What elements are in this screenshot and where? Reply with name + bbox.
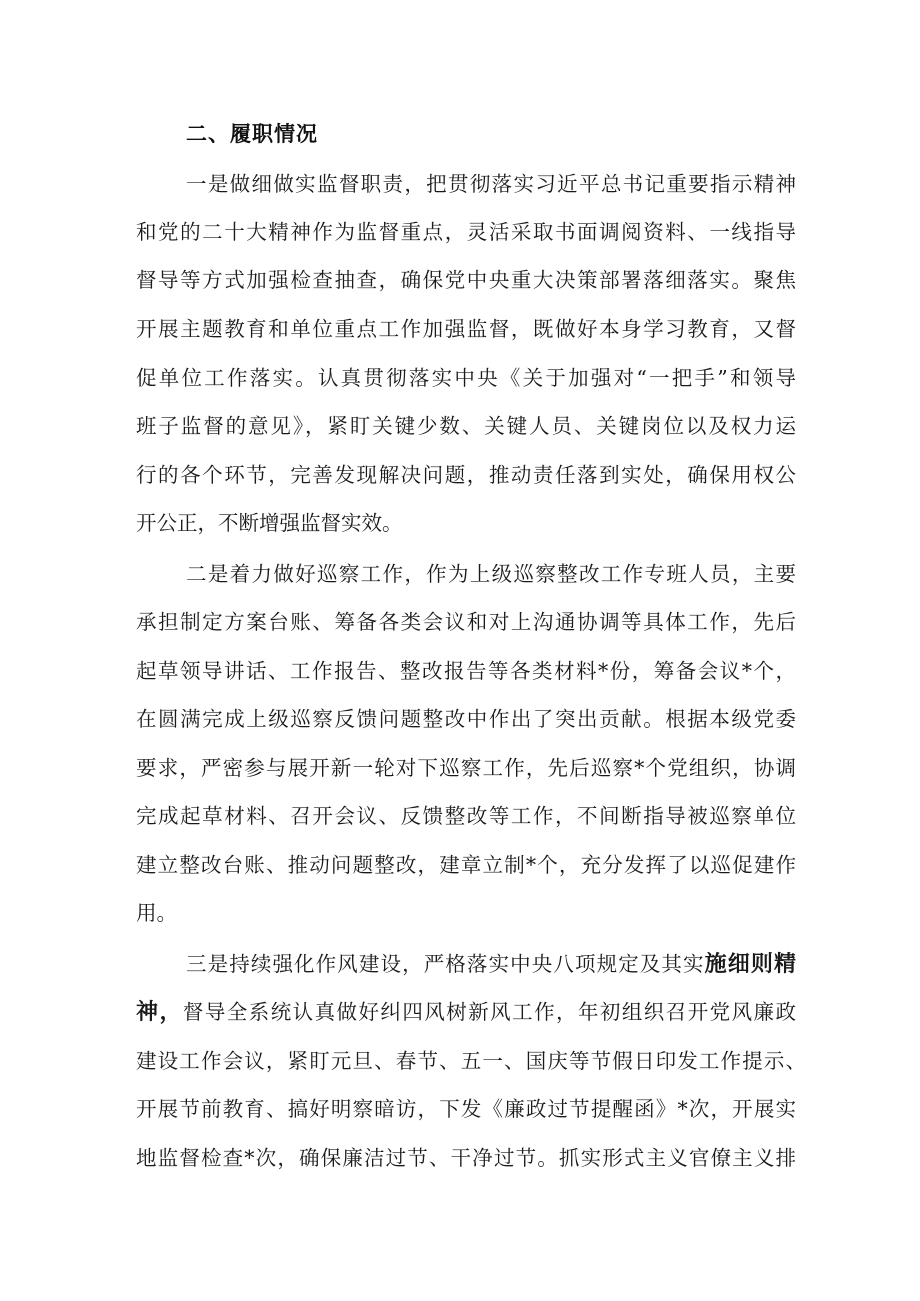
section-heading: 二、履职情况 [186, 122, 318, 146]
paragraph-1-line-8: 开公正，不断增强监督实效。 [136, 511, 403, 535]
paragraph-3-line-1-text: 三是持续强化作风建设，严格落实中央八项规定及其实 [186, 952, 705, 976]
paragraph-1-line-6: 班子监督的意见》，紧盯关键少数、关键人员、关键岗位以及权力运 [136, 414, 796, 438]
paragraph-3-line-3: 建设工作会议，紧盯元旦、春节、五一、国庆等节假日印发工作提示、 [136, 1049, 806, 1073]
paragraph-1-line-3: 督导等方式加强检查抽查，确保党中央重大决策部署落细落实。聚焦 [136, 268, 796, 292]
paragraph-1-line-2: 和党的二十大精神作为监督重点，灵活采取书面调阅资料、一线指导 [136, 220, 796, 244]
paragraph-3-line-5: 地监督检查*次，确保廉洁过节、干净过节。抓实形式主义官僚主义排 [136, 1146, 796, 1170]
paragraph-2-line-6: 完成起草材料、召开会议、反馈整改等工作，不间断指导被巡察单位 [136, 804, 796, 828]
paragraph-3-line-2-text: 督导全系统认真做好纠四风树新风工作，年初组织召开党风廉政 [182, 1000, 796, 1024]
paragraph-2-line-1: 二是着力做好巡察工作，作为上级巡察整改工作专班人员，主要 [186, 562, 796, 586]
paragraph-3-emphasis-text: 施细则精 [704, 952, 796, 977]
paragraph-3-line-1 [186, 944, 796, 984]
paragraph-2-line-3: 起草领导讲话、工作报告、整改报告等各类材料*份，筹备会议*个， [136, 659, 796, 683]
paragraph-1-line-1: 一是做细做实监督职责，把贯彻落实习近平总书记重要指示精神 [186, 172, 796, 196]
paragraph-2-line-8: 用。 [136, 901, 177, 925]
paragraph-2-line-4: 在圆满完成上级巡察反馈问题整改中作出了突出贡献。根据本级党委 [136, 707, 796, 731]
paragraph-2-line-7: 建立整改台账、推动问题整改，建章立制*个，充分发挥了以巡促建作 [136, 853, 796, 877]
paragraph-3-line-2 [136, 992, 796, 1032]
paragraph-2-line-2: 承担制定方案台账、筹备各类会议和对上沟通协调等具体工作，先后 [136, 610, 796, 634]
paragraph-2-line-5: 要求，严密参与展开新一轮对下巡察工作，先后巡察*个党组织，协调 [136, 756, 796, 780]
paragraph-1-line-4: 开展主题教育和单位重点工作加强监督，既做好本身学习教育，又督 [136, 317, 796, 341]
paragraph-1-line-5: 促单位工作落实。认真贯彻落实中央《关于加强对“一把手”和领导 [136, 366, 796, 390]
paragraph-3-line-4: 开展节前教育、搞好明察暗访，下发《廉政过节提醒函》*次，开展实 [136, 1097, 796, 1121]
paragraph-1-line-7: 行的各个环节，完善发现解决问题，推动责任落到实处，确保用权公 [136, 463, 796, 487]
paragraph-3-emphasis-text-2: 神， [136, 1000, 183, 1025]
